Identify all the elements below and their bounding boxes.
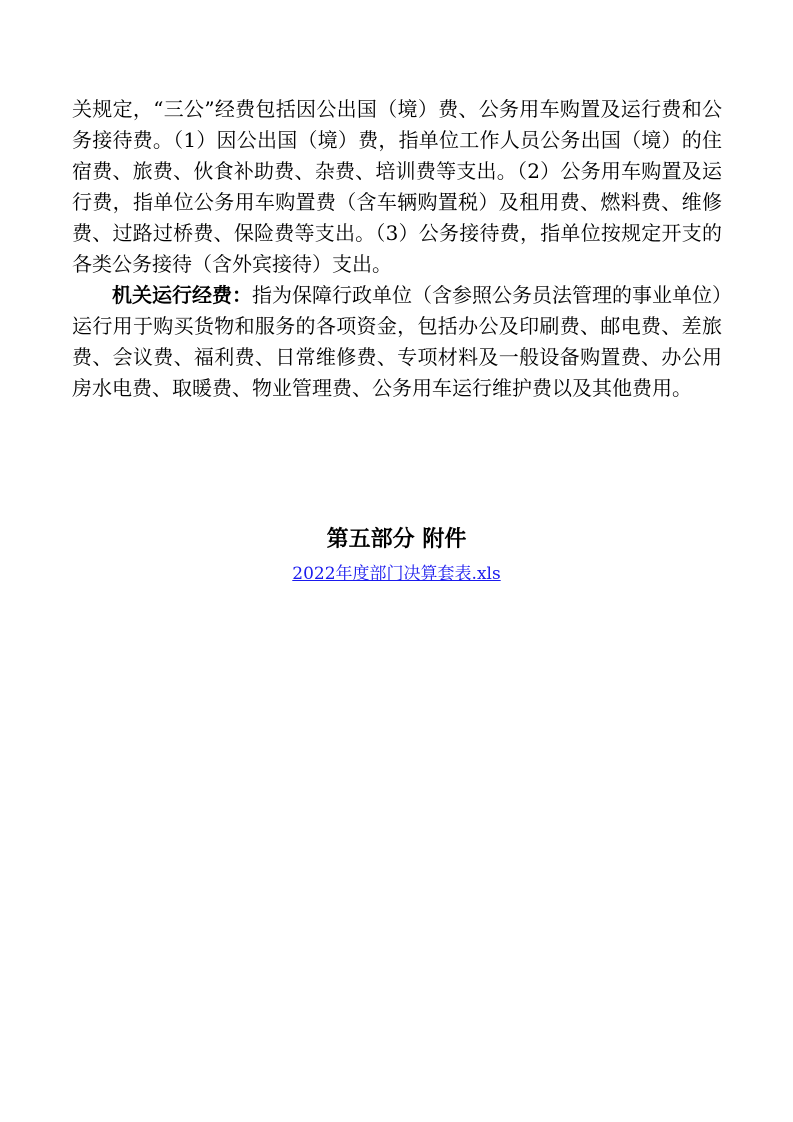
section-title: 第五部分 附件 xyxy=(326,527,467,552)
attachment-link[interactable]: 2022年度部门决算套表.xls xyxy=(292,564,501,584)
paragraph-sangong-definition: 关规定，“三公”经费包括因公出国（境）费、公务用车购置及运行费和公务接待费。（1）因公出国（境）费，指单位工作人员公务出国（境）的住宿费、旅费、伙食补助费、杂费、培训费等支出。（2）公务用车购置及运行费，指单位公务用车购置费（含车辆购置税）及租用费、燃料费、维修费、过路过桥费、保险费等支出。（3）公务接待费，指单位按规定开支的各类公务接待（含外宾接待）支出。 xyxy=(72,97,722,276)
paragraph-jiguan-definition xyxy=(72,280,722,404)
term-jiguan-yunxing-jingfei: 机关运行经费： xyxy=(112,283,252,307)
definition-jiguan-yunxing-jingfei: 指为保障行政单位（含参照公务员法管理的事业单位）运行用于购买货物和服务的各项资金，包括办公及印刷费、邮电费、差旅费、会议费、福利费、日常维修费、专项材料及一般设备购置费、办公用房水电费、取暖费、物业管理费、公务用车运行维护费以及其他费用。 xyxy=(72,283,722,400)
body-text xyxy=(72,94,722,404)
attachment-link-container xyxy=(0,562,793,586)
